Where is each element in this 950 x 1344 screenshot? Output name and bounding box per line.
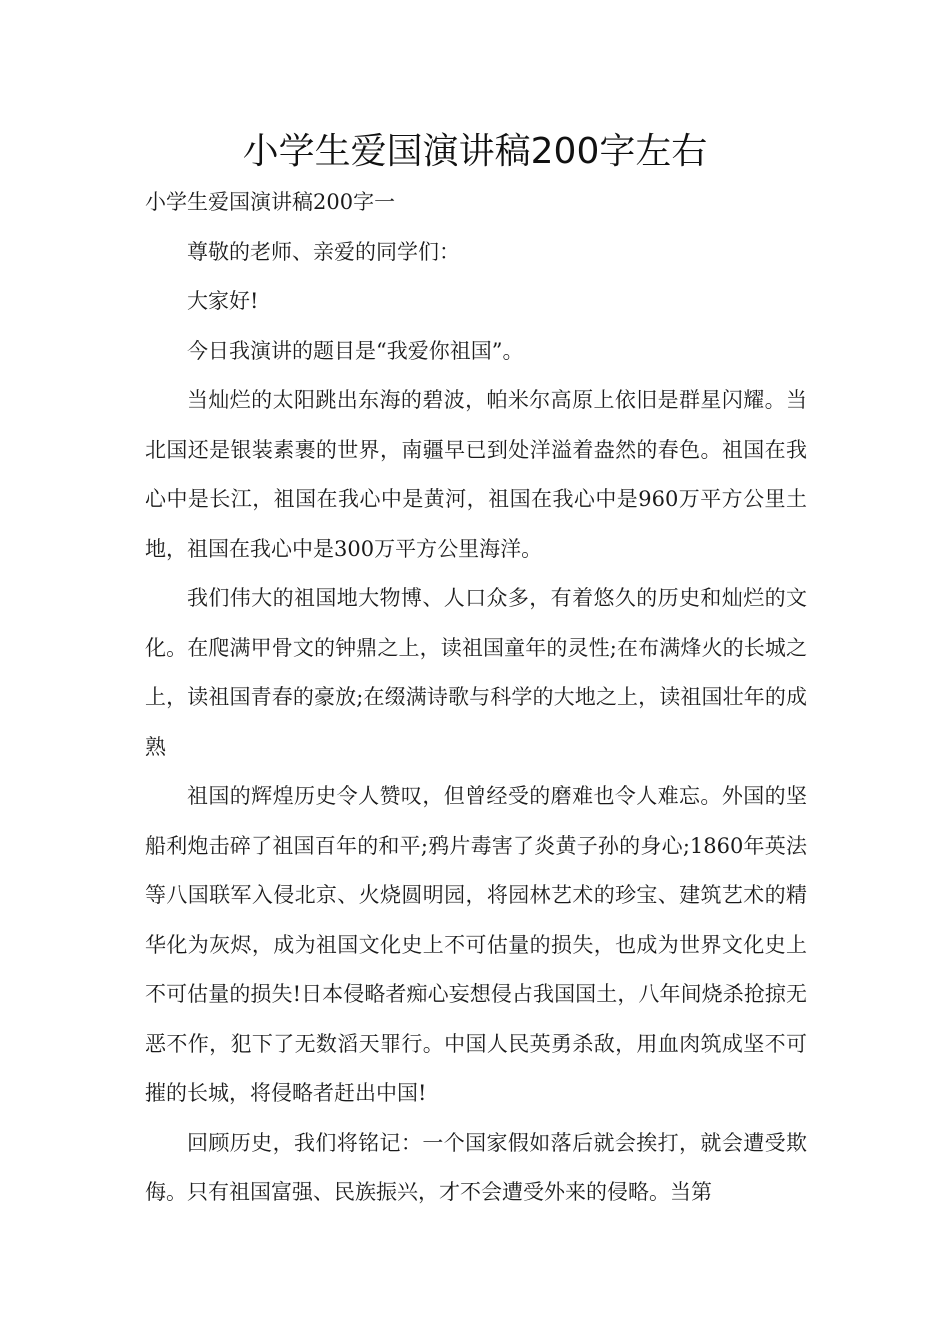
paragraph-2: 我们伟大的祖国地大物博、人口众多，有着悠久的历史和灿烂的文化。在爬满甲骨文的钟鼎之上，读祖国童年的灵性;在布满烽火的长城之上，读祖国青春的豪放;在缀满诗歌与科学的大地之上，读祖国壮年的成熟 <box>145 586 807 759</box>
paragraph-1: 当灿烂的太阳跳出东海的碧波，帕米尔高原上依旧是群星闪耀。当北国还是银装素裹的世界，南疆早已到处洋溢着盎然的春色。祖国在我心中是长江，祖国在我心中是黄河，祖国在我心中是960万平方公里土地，祖国在我心中是300万平方公里海洋。 <box>145 388 807 561</box>
paragraph-3: 祖国的辉煌历史令人赞叹，但曾经受的磨难也令人难忘。外国的坚船利炮击碎了祖国百年的和平;鸦片毒害了炎黄子孙的身心;1860年英法等八国联军入侵北京、火烧圆明园，将园林艺术的珍宝、建筑艺术的精华化为灰烬，成为祖国文化史上不可估量的损失，也成为世界文化史上不可估量的损失!日本侵略者痴心妄想侵占我国国土，八年间烧杀抢掠无恶不作，犯下了无数滔天罪行。中国人民英勇杀敌，用血肉筑成坚不可摧的长城，将侵略者赶出中国! <box>145 784 807 1105</box>
page-title: 小学生爱国演讲稿200字左右 <box>242 131 708 172</box>
document-body <box>145 178 807 1218</box>
paragraph-salutation: 尊敬的老师、亲爱的同学们： <box>187 239 460 264</box>
paragraph-greeting: 大家好! <box>187 289 259 313</box>
paragraph-4: 回顾历史，我们将铭记：一个国家假如落后就会挨打，就会遭受欺侮。只有祖国富强、民族振兴，才不会遭受外来的侵略。当第 <box>145 1130 807 1204</box>
paragraph-topic: 今日我演讲的题目是“我爱你祖国”。 <box>187 338 524 363</box>
section-heading: 小学生爱国演讲稿200字一 <box>145 190 396 214</box>
